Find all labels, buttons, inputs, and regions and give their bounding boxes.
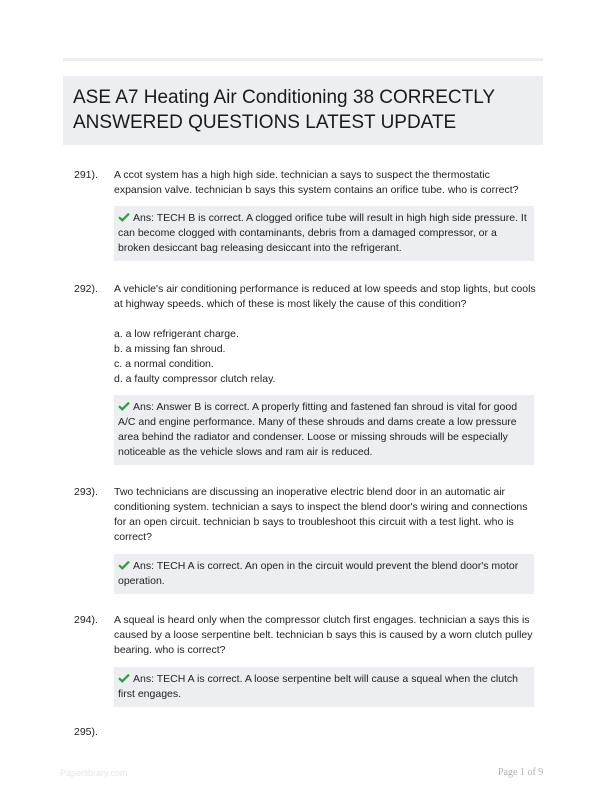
answer-box <box>114 554 534 594</box>
question-text <box>114 282 536 387</box>
question-body: A ccot system has a high high side. technician a says to suspect the thermostatic expansion valve. technician b says this system contains an orifice tube. who is correct? <box>114 169 519 196</box>
question-text <box>114 168 536 198</box>
option-item: b. a missing fan shroud. <box>114 343 226 355</box>
document-title: ASE A7 Heating Air Conditioning 38 CORRECTLY ANSWERED QUESTIONS LATEST UPDATE <box>73 87 495 133</box>
question-number: 293). <box>74 486 98 498</box>
title-block <box>63 76 543 145</box>
page-indicator: Page 1 of 9 <box>498 767 544 778</box>
check-icon <box>118 560 130 570</box>
check-icon <box>118 401 130 411</box>
answer-box <box>114 395 534 465</box>
answer-box <box>114 206 534 261</box>
question-number: 291). <box>74 169 98 181</box>
question-body: A vehicle's air conditioning performance is reduced at low speeds and stop lights, but cools at highway speeds. which of these is most likely the cause of this condition? <box>114 283 536 310</box>
question-number: 294). <box>74 614 98 626</box>
question-number: 292). <box>74 283 98 295</box>
option-item: d. a faulty compressor clutch relay. <box>114 373 276 385</box>
options-list <box>114 327 536 387</box>
answer-box <box>114 667 534 707</box>
answer-text: Ans: TECH A is correct. A loose serpentine belt will cause a squeal when the clutch first engages. <box>118 673 519 700</box>
question-number: 295). <box>74 726 98 738</box>
check-icon <box>118 673 130 683</box>
check-icon <box>118 212 130 222</box>
answer-text: Ans: TECH B is correct. A clogged orifice tube will result in high high side pressure. It can become clogged with contaminants, debris from a damaged compressor, or a broken desiccant bag releasing desiccant into the refrigerant. <box>118 212 527 254</box>
footer-watermark: Paperlibrary.com <box>60 768 128 778</box>
option-item: a. a low refrigerant charge. <box>114 328 239 340</box>
answer-text: Ans: TECH A is correct. An open in the circuit would prevent the blend door's motor operation. <box>118 560 519 587</box>
question-body: Two technicians are discussing an inoperative electric blend door in an automatic air conditioning system. technician a says to inspect the blend door's wiring and connections for an open circuit. technician b says to troubleshoot this circuit with a test light. who is correct? <box>114 486 528 543</box>
question-text <box>114 613 536 658</box>
option-item: c. a normal condition. <box>114 358 214 370</box>
top-divider <box>63 58 543 61</box>
question-body: A squeal is heard only when the compressor clutch first engages. technician a says this is caused by a loose serpentine belt. technician b says this is caused by a worn clutch pulley bearing. who is correct? <box>114 614 533 656</box>
question-text <box>114 485 536 545</box>
answer-text: Ans: Answer B is correct. A properly fitting and fastened fan shroud is vital for good A/C and engine performance. Many of these shrouds and dams create a low pressure area behind the radiator and condenser. Loose or missing shrouds will be especially noticeable as the vehicle slows and ram air is reduced. <box>118 401 518 458</box>
